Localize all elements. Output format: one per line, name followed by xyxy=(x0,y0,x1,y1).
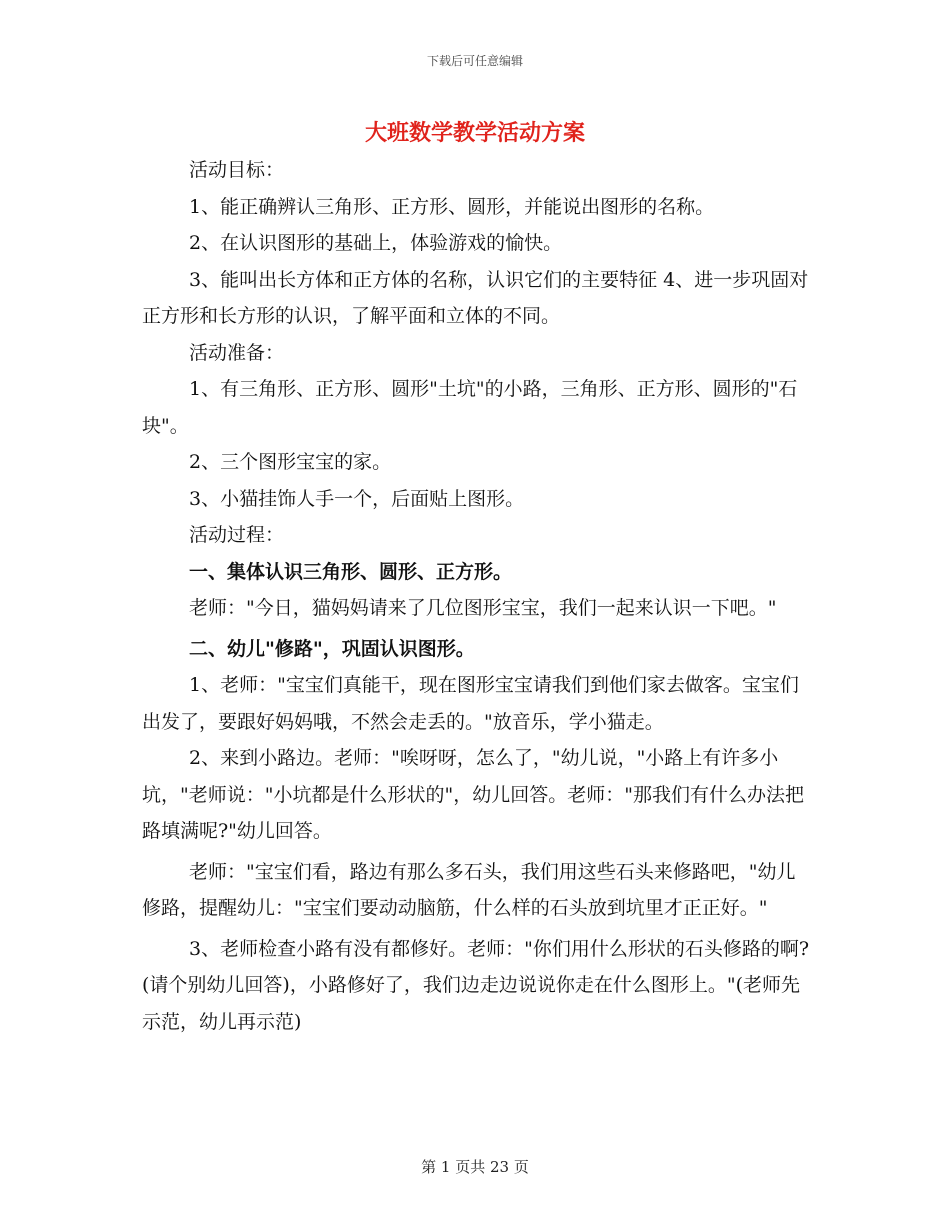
process-step-2-teacher-dialog: 老师："宝宝们看，路边有那么多石头，我们用这些石头来修路吧，"幼儿修路，提醒幼儿："宝宝们要动动脑筋，什么样的石头放到坑里才正正好。" xyxy=(142,860,796,919)
section-heading-process: 活动过程： xyxy=(189,524,285,546)
document-title: 大班数学教学活动方案 xyxy=(364,120,585,146)
section-heading-goals: 活动目标： xyxy=(189,159,285,181)
goal-item-2: 2、在认识图形的基础上，体验游戏的愉快。 xyxy=(189,232,563,254)
process-step-2-item-1: 1、老师："宝宝们真能干，现在图形宝宝请我们到他们家去做客。宝宝们出发了，要跟好妈妈哦，不然会走丢的。"放音乐，学小猫走。 xyxy=(142,674,799,733)
page-footer-number: 第 1 页共 23 页 xyxy=(421,1158,529,1176)
page-header-note: 下载后可任意编辑 xyxy=(426,54,523,68)
goal-item-3: 3、能叫出长方体和正方体的名称，认识它们的主要特征 4、进一步巩固对正方形和长方形的认识，了解平面和立体的不同。 xyxy=(142,268,809,327)
process-step-2-item-2: 2、来到小路边。老师："唉呀呀，怎么了，"幼儿说，"小路上有许多小坑，"老师说："小坑都是什么形状的"，幼儿回答。老师："那我们有什么办法把路填满呢?"幼儿回答。 xyxy=(142,747,804,842)
process-step-1-text: 老师："今日，猫妈妈请来了几位图形宝宝，我们一起来认识一下吧。" xyxy=(189,597,777,619)
preparation-item-2: 2、三个图形宝宝的家。 xyxy=(189,451,392,473)
preparation-item-1: 1、有三角形、正方形、圆形"土坑"的小路，三角形、正方形、圆形的"石块"。 xyxy=(142,378,798,437)
process-step-1-heading: 一、集体认识三角形、圆形、正方形。 xyxy=(189,560,513,583)
process-step-2-heading: 二、幼儿"修路"，巩固认识图形。 xyxy=(189,637,475,660)
goal-item-1: 1、能正确辨认三角形、正方形、圆形，并能说出图形的名称。 xyxy=(189,195,715,218)
process-step-2-item-3: 3、老师检查小路有没有都修好。老师："你们用什么形状的石头修路的啊?(请个别幼儿回答)，小路修好了，我们边走边说说你走在什么图形上。"(老师先示范，幼儿再示范) xyxy=(142,937,810,1033)
preparation-item-3: 3、小猫挂饰人手一个，后面贴上图形。 xyxy=(189,487,525,510)
document-body xyxy=(142,152,810,1040)
section-heading-preparation: 活动准备： xyxy=(189,341,285,364)
